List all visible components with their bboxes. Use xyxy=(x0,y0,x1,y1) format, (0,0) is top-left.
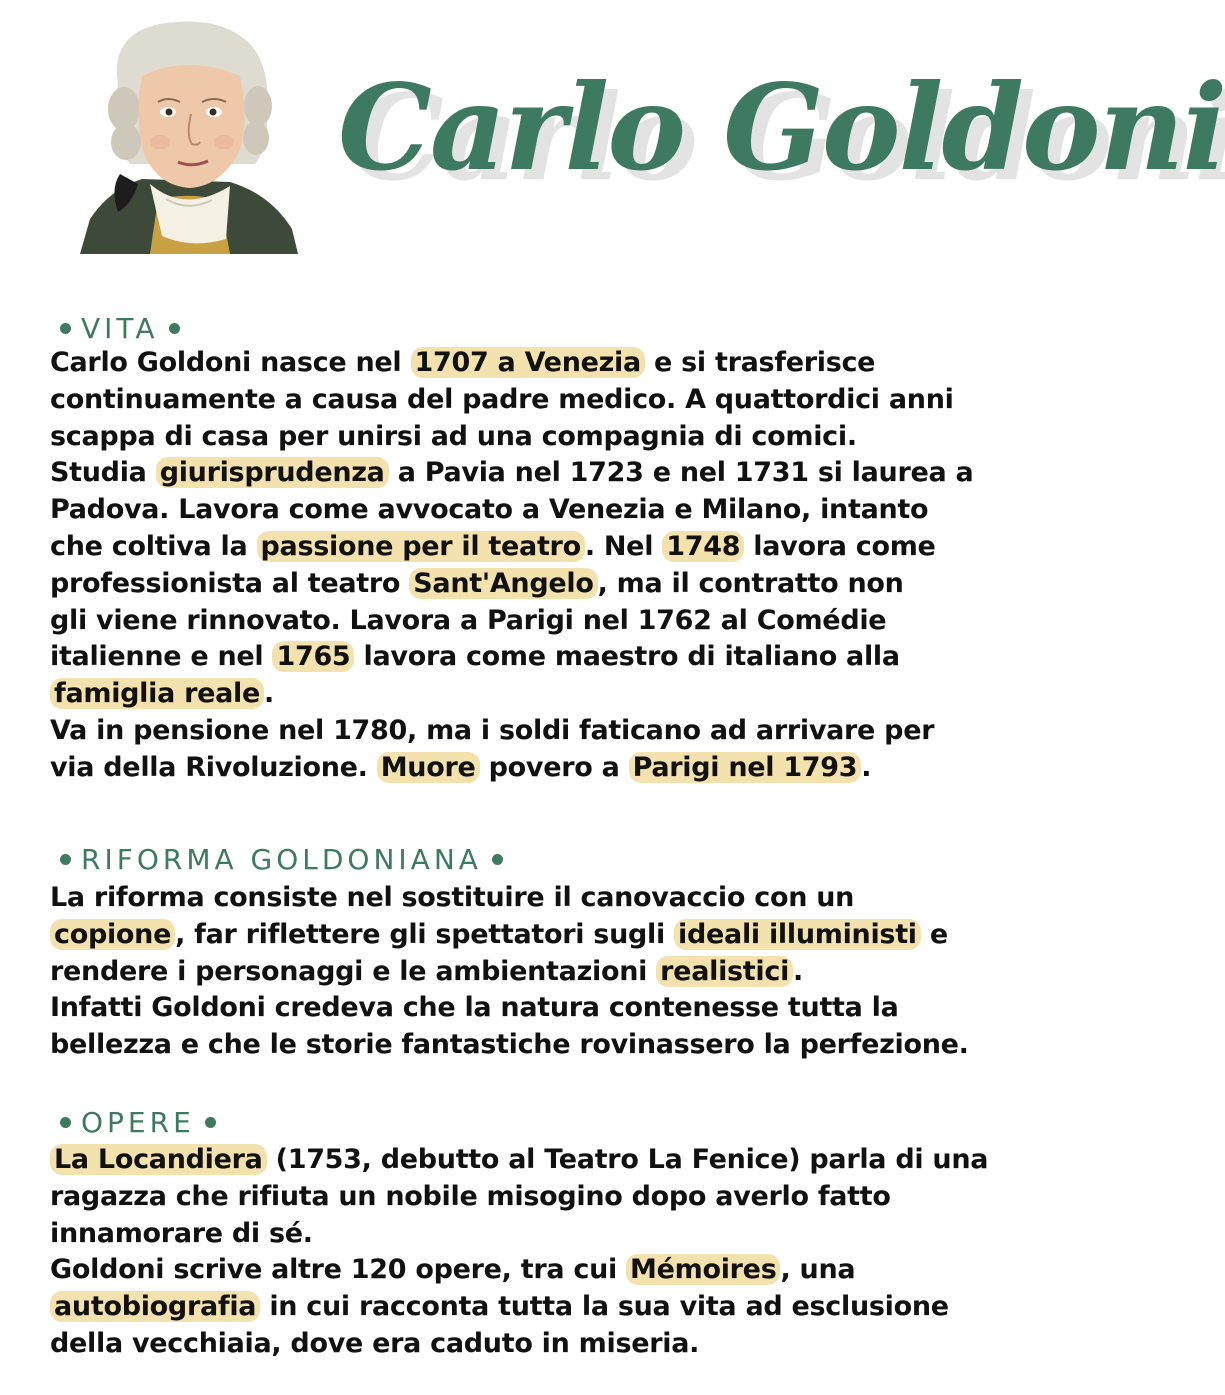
text-segment: povero a xyxy=(479,751,629,783)
text-segment: via della Rivoluzione. xyxy=(50,751,377,783)
text-line xyxy=(50,917,1040,954)
highlighted-term: realistici xyxy=(656,956,793,987)
highlighted-term: Muore xyxy=(377,752,480,783)
bullet-dot-icon xyxy=(60,854,71,865)
text-line xyxy=(50,492,1040,529)
text-segment: continuamente a causa del padre medico. A quattordici anni xyxy=(50,383,954,415)
text-line xyxy=(50,566,1040,603)
section-body-opere xyxy=(50,1142,1040,1363)
bullet-dot-icon xyxy=(60,1117,71,1128)
text-line xyxy=(50,603,1040,640)
section-heading-label: OPERE xyxy=(81,1106,195,1139)
section-body-riforma xyxy=(50,880,1040,1064)
text-segment: bellezza e che le storie fantastiche rovinassero la perfezione. xyxy=(50,1029,969,1061)
text-segment: . xyxy=(264,678,274,710)
text-segment: , far riflettere gli spettatori sugli xyxy=(175,918,675,950)
text-segment: a Pavia nel 1723 e nel 1731 si laurea a xyxy=(388,457,974,489)
text-line xyxy=(50,1142,1040,1179)
bullet-dot-icon xyxy=(492,854,503,865)
highlighted-term: giurisprudenza xyxy=(156,457,389,488)
text-segment: rendere i personaggi e le ambientazioni xyxy=(50,955,657,987)
text-segment: in cui racconta tutta la sua vita ad esclusione xyxy=(260,1291,949,1323)
text-segment: gli viene rinnovato. Lavora a Parigi nel 1762 al Comédie xyxy=(50,604,887,636)
highlighted-term: Mémoires xyxy=(626,1254,780,1285)
text-line xyxy=(50,990,1040,1027)
text-line xyxy=(50,1216,1040,1253)
section-heading-label: RIFORMA GOLDONIANA xyxy=(81,843,482,876)
bullet-dot-icon xyxy=(60,323,71,334)
text-line xyxy=(50,750,1040,787)
text-segment: lavora come xyxy=(744,530,936,562)
text-segment: Goldoni scrive altre 120 opere, tra cui xyxy=(50,1254,627,1286)
section-heading-vita xyxy=(50,312,190,345)
text-segment: e si trasferisce xyxy=(644,347,876,378)
highlighted-term: ideali illuministi xyxy=(674,919,921,950)
text-line xyxy=(50,880,1040,917)
section-heading-opere xyxy=(50,1106,226,1139)
section-body-vita xyxy=(50,345,1040,787)
text-segment: professionista al teatro xyxy=(50,567,410,599)
page-title: Carlo Goldoni xyxy=(338,58,1225,197)
text-segment: (1753, debutto al Teatro La Fenice) parla di una xyxy=(266,1144,989,1175)
text-line xyxy=(50,1326,1040,1363)
text-segment: . xyxy=(861,751,872,783)
text-line xyxy=(50,676,1040,713)
text-line xyxy=(50,954,1040,991)
text-segment: Va in pensione nel 1780, ma i soldi faticano ad arrivare per xyxy=(50,714,935,746)
text-segment: che coltiva la xyxy=(50,530,257,562)
text-line xyxy=(50,455,1040,492)
text-line xyxy=(50,419,1040,456)
text-line xyxy=(50,1027,1040,1064)
highlighted-term: copione xyxy=(50,919,175,950)
text-segment: . Nel xyxy=(584,530,663,562)
highlighted-term: autobiografia xyxy=(50,1291,260,1322)
goldoni-portrait xyxy=(80,14,298,254)
text-segment: lavora come maestro di italiano alla xyxy=(354,641,900,673)
highlighted-term: La Locandiera xyxy=(50,1144,267,1175)
highlighted-term: famiglia reale xyxy=(50,678,264,709)
text-segment: La riforma consiste nel sostituire il canovaccio con un xyxy=(50,882,855,913)
text-line xyxy=(50,382,1040,419)
text-segment: Padova. Lavora come avvocato a Venezia e Milano, intanto xyxy=(50,494,929,526)
text-line xyxy=(50,1252,1040,1289)
highlighted-term: 1707 a Venezia xyxy=(411,347,645,378)
highlighted-term: passione per il teatro xyxy=(257,531,585,562)
highlighted-term: 1748 xyxy=(662,531,744,562)
text-segment: italienne e nel xyxy=(50,641,273,673)
text-segment: Carlo Goldoni nasce nel xyxy=(50,347,411,378)
text-line xyxy=(50,1179,1040,1216)
highlighted-term: Parigi nel 1793 xyxy=(629,752,862,783)
text-segment: ragazza che rifiuta un nobile misogino dopo averlo fatto xyxy=(50,1180,891,1212)
text-segment: Studia xyxy=(50,457,156,489)
section-heading-label: VITA xyxy=(81,312,159,345)
text-segment: , una xyxy=(780,1254,856,1286)
highlighted-term: Sant'Angelo xyxy=(409,568,597,599)
text-line xyxy=(50,345,1040,382)
highlighted-term: 1765 xyxy=(272,641,354,672)
text-line xyxy=(50,1289,1040,1326)
bullet-dot-icon xyxy=(205,1117,216,1128)
text-segment: innamorare di sé. xyxy=(50,1217,313,1249)
text-segment: della vecchiaia, dove era caduto in miseria. xyxy=(50,1327,700,1359)
text-line xyxy=(50,529,1040,566)
text-segment: scappa di casa per unirsi ad una compagnia di comici. xyxy=(50,420,857,452)
text-segment: , ma il contratto non xyxy=(597,567,904,599)
text-segment: Infatti Goldoni credeva che la natura contenesse tutta la xyxy=(50,992,899,1024)
text-line xyxy=(50,713,1040,750)
section-heading-riforma xyxy=(50,843,513,876)
text-segment: . xyxy=(793,955,803,987)
text-line xyxy=(50,639,1040,676)
bullet-dot-icon xyxy=(169,323,180,334)
text-segment: e xyxy=(920,918,948,950)
